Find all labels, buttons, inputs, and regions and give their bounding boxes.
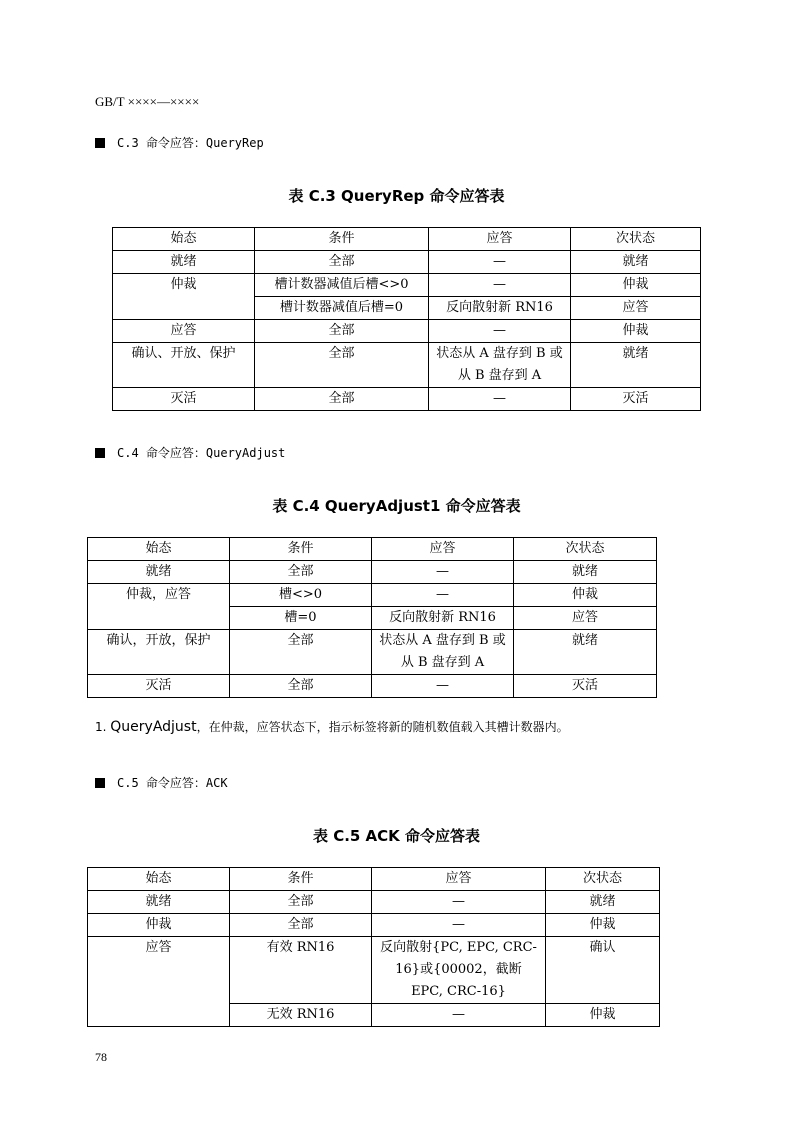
table-cell: 仲裁 bbox=[88, 914, 230, 937]
header-cell: 次状态 bbox=[546, 868, 660, 891]
table-row bbox=[88, 914, 660, 937]
table-cell: 就绪 bbox=[88, 891, 230, 914]
table-cell: 状态从 A 盘存到 B 或从 B 盘存到 A bbox=[429, 343, 571, 388]
table-row bbox=[113, 388, 701, 411]
table-cell: — bbox=[429, 320, 571, 343]
header-cell: 条件 bbox=[230, 538, 372, 561]
table-cell: 槽=0 bbox=[230, 607, 372, 630]
table-row bbox=[113, 320, 701, 343]
table-cell: — bbox=[429, 274, 571, 297]
running-header: GB/T ××××—×××× bbox=[95, 94, 200, 109]
table-cell: 就绪 bbox=[571, 251, 701, 274]
table-cell: — bbox=[372, 584, 514, 607]
footnote-number: 1. bbox=[95, 720, 107, 734]
section-heading-c4 bbox=[95, 444, 285, 461]
table-title-c4: 表 C.4 QueryAdjust1 命令应答表 bbox=[272, 497, 521, 515]
table-cell: 灭活 bbox=[113, 388, 255, 411]
table-cell: — bbox=[372, 914, 546, 937]
header-cell: 始态 bbox=[113, 228, 255, 251]
footnote-term: QueryAdjust bbox=[110, 719, 197, 735]
table-cell: 确认，开放，保护 bbox=[88, 630, 230, 675]
table-cell: — bbox=[372, 1004, 546, 1027]
table-cell: — bbox=[372, 891, 546, 914]
table-cell: 仲裁 bbox=[546, 1004, 660, 1027]
table-cell: 仲裁 bbox=[571, 320, 701, 343]
table-cell: 槽计数器减值后槽<>0 bbox=[255, 274, 429, 297]
table-cell: 槽计数器减值后槽=0 bbox=[255, 297, 429, 320]
section-heading-text: C.3 命令应答：QueryRep bbox=[117, 136, 264, 150]
square-bullet-icon bbox=[95, 778, 105, 788]
table-cell: — bbox=[429, 388, 571, 411]
table-cell: — bbox=[372, 675, 514, 698]
table-cell: 仲裁 bbox=[571, 274, 701, 297]
table-cell: 应答 bbox=[571, 297, 701, 320]
table-cell: 全部 bbox=[230, 630, 372, 675]
section-heading-c5 bbox=[95, 774, 228, 791]
table-cell: 应答 bbox=[514, 607, 657, 630]
table-cell: 就绪 bbox=[113, 251, 255, 274]
table-cell: 仲裁 bbox=[514, 584, 657, 607]
table-row bbox=[113, 251, 701, 274]
square-bullet-icon bbox=[95, 138, 105, 148]
table-cell: 全部 bbox=[255, 388, 429, 411]
table-cell: 全部 bbox=[255, 343, 429, 388]
table-cell: 就绪 bbox=[514, 561, 657, 584]
table-row bbox=[88, 675, 657, 698]
table-cell: 全部 bbox=[255, 251, 429, 274]
header-cell: 条件 bbox=[230, 868, 372, 891]
square-bullet-icon bbox=[95, 448, 105, 458]
page-number: 78 bbox=[95, 1050, 107, 1064]
table-cell: 槽<>0 bbox=[230, 584, 372, 607]
table-cell: 就绪 bbox=[514, 630, 657, 675]
table-cell: — bbox=[372, 561, 514, 584]
table-row bbox=[113, 274, 701, 297]
table-cell: 应答 bbox=[88, 937, 230, 1027]
section-heading-text: C.5 命令应答：ACK bbox=[117, 776, 228, 790]
table-header-row bbox=[113, 228, 701, 251]
table-cell: 状态从 A 盘存到 B 或从 B 盘存到 A bbox=[372, 630, 514, 675]
table-cell: 有效 RN16 bbox=[230, 937, 372, 1004]
header-cell: 次状态 bbox=[571, 228, 701, 251]
table-cell: 应答 bbox=[113, 320, 255, 343]
table-c3 bbox=[112, 227, 701, 411]
header-cell: 应答 bbox=[429, 228, 571, 251]
table-c4 bbox=[87, 537, 657, 698]
header-cell: 始态 bbox=[88, 538, 230, 561]
table-row bbox=[88, 937, 660, 1004]
table-row bbox=[88, 891, 660, 914]
table-cell: 反向散射新 RN16 bbox=[372, 607, 514, 630]
table-cell: 确认、开放、保护 bbox=[113, 343, 255, 388]
table-title-c5: 表 C.5 ACK 命令应答表 bbox=[312, 827, 481, 845]
table-cell: 全部 bbox=[230, 891, 372, 914]
table-cell: — bbox=[429, 251, 571, 274]
table-cell: 无效 RN16 bbox=[230, 1004, 372, 1027]
table-cell: 灭活 bbox=[88, 675, 230, 698]
table-row bbox=[88, 561, 657, 584]
table-cell: 全部 bbox=[230, 675, 372, 698]
section-heading-text: C.4 命令应答：QueryAdjust bbox=[117, 446, 286, 460]
table-cell: 就绪 bbox=[88, 561, 230, 584]
header-cell: 应答 bbox=[372, 538, 514, 561]
header-cell: 条件 bbox=[255, 228, 429, 251]
table-title-c3: 表 C.3 QueryRep 命令应答表 bbox=[288, 187, 505, 205]
table-cell: 仲裁 bbox=[113, 274, 255, 320]
table-cell: 灭活 bbox=[571, 388, 701, 411]
table-row bbox=[113, 343, 701, 388]
table-c5 bbox=[87, 867, 660, 1027]
table-cell: 就绪 bbox=[571, 343, 701, 388]
table-cell: 全部 bbox=[255, 320, 429, 343]
table-cell: 反向散射{PC, EPC, CRC-16}或{00002，截断 EPC, CRC-16} bbox=[372, 937, 546, 1004]
header-cell: 应答 bbox=[372, 868, 546, 891]
header-cell: 次状态 bbox=[514, 538, 657, 561]
header-cell: 始态 bbox=[88, 868, 230, 891]
table-cell: 反向散射新 RN16 bbox=[429, 297, 571, 320]
table-cell: 全部 bbox=[230, 561, 372, 584]
table-cell: 灭活 bbox=[514, 675, 657, 698]
table-header-row bbox=[88, 538, 657, 561]
table-cell: 就绪 bbox=[546, 891, 660, 914]
footnote-text: ，在仲裁，应答状态下，指示标签将新的随机数值载入其槽计数器内。 bbox=[196, 720, 569, 734]
table-header-row bbox=[88, 868, 660, 891]
section-heading-c3 bbox=[95, 134, 264, 151]
table-cell: 全部 bbox=[230, 914, 372, 937]
table-cell: 仲裁 bbox=[546, 914, 660, 937]
table-row bbox=[88, 630, 657, 675]
table-footnote bbox=[95, 718, 569, 735]
table-cell: 确认 bbox=[546, 937, 660, 1004]
table-cell: 仲裁，应答 bbox=[88, 584, 230, 630]
table-row bbox=[88, 584, 657, 607]
